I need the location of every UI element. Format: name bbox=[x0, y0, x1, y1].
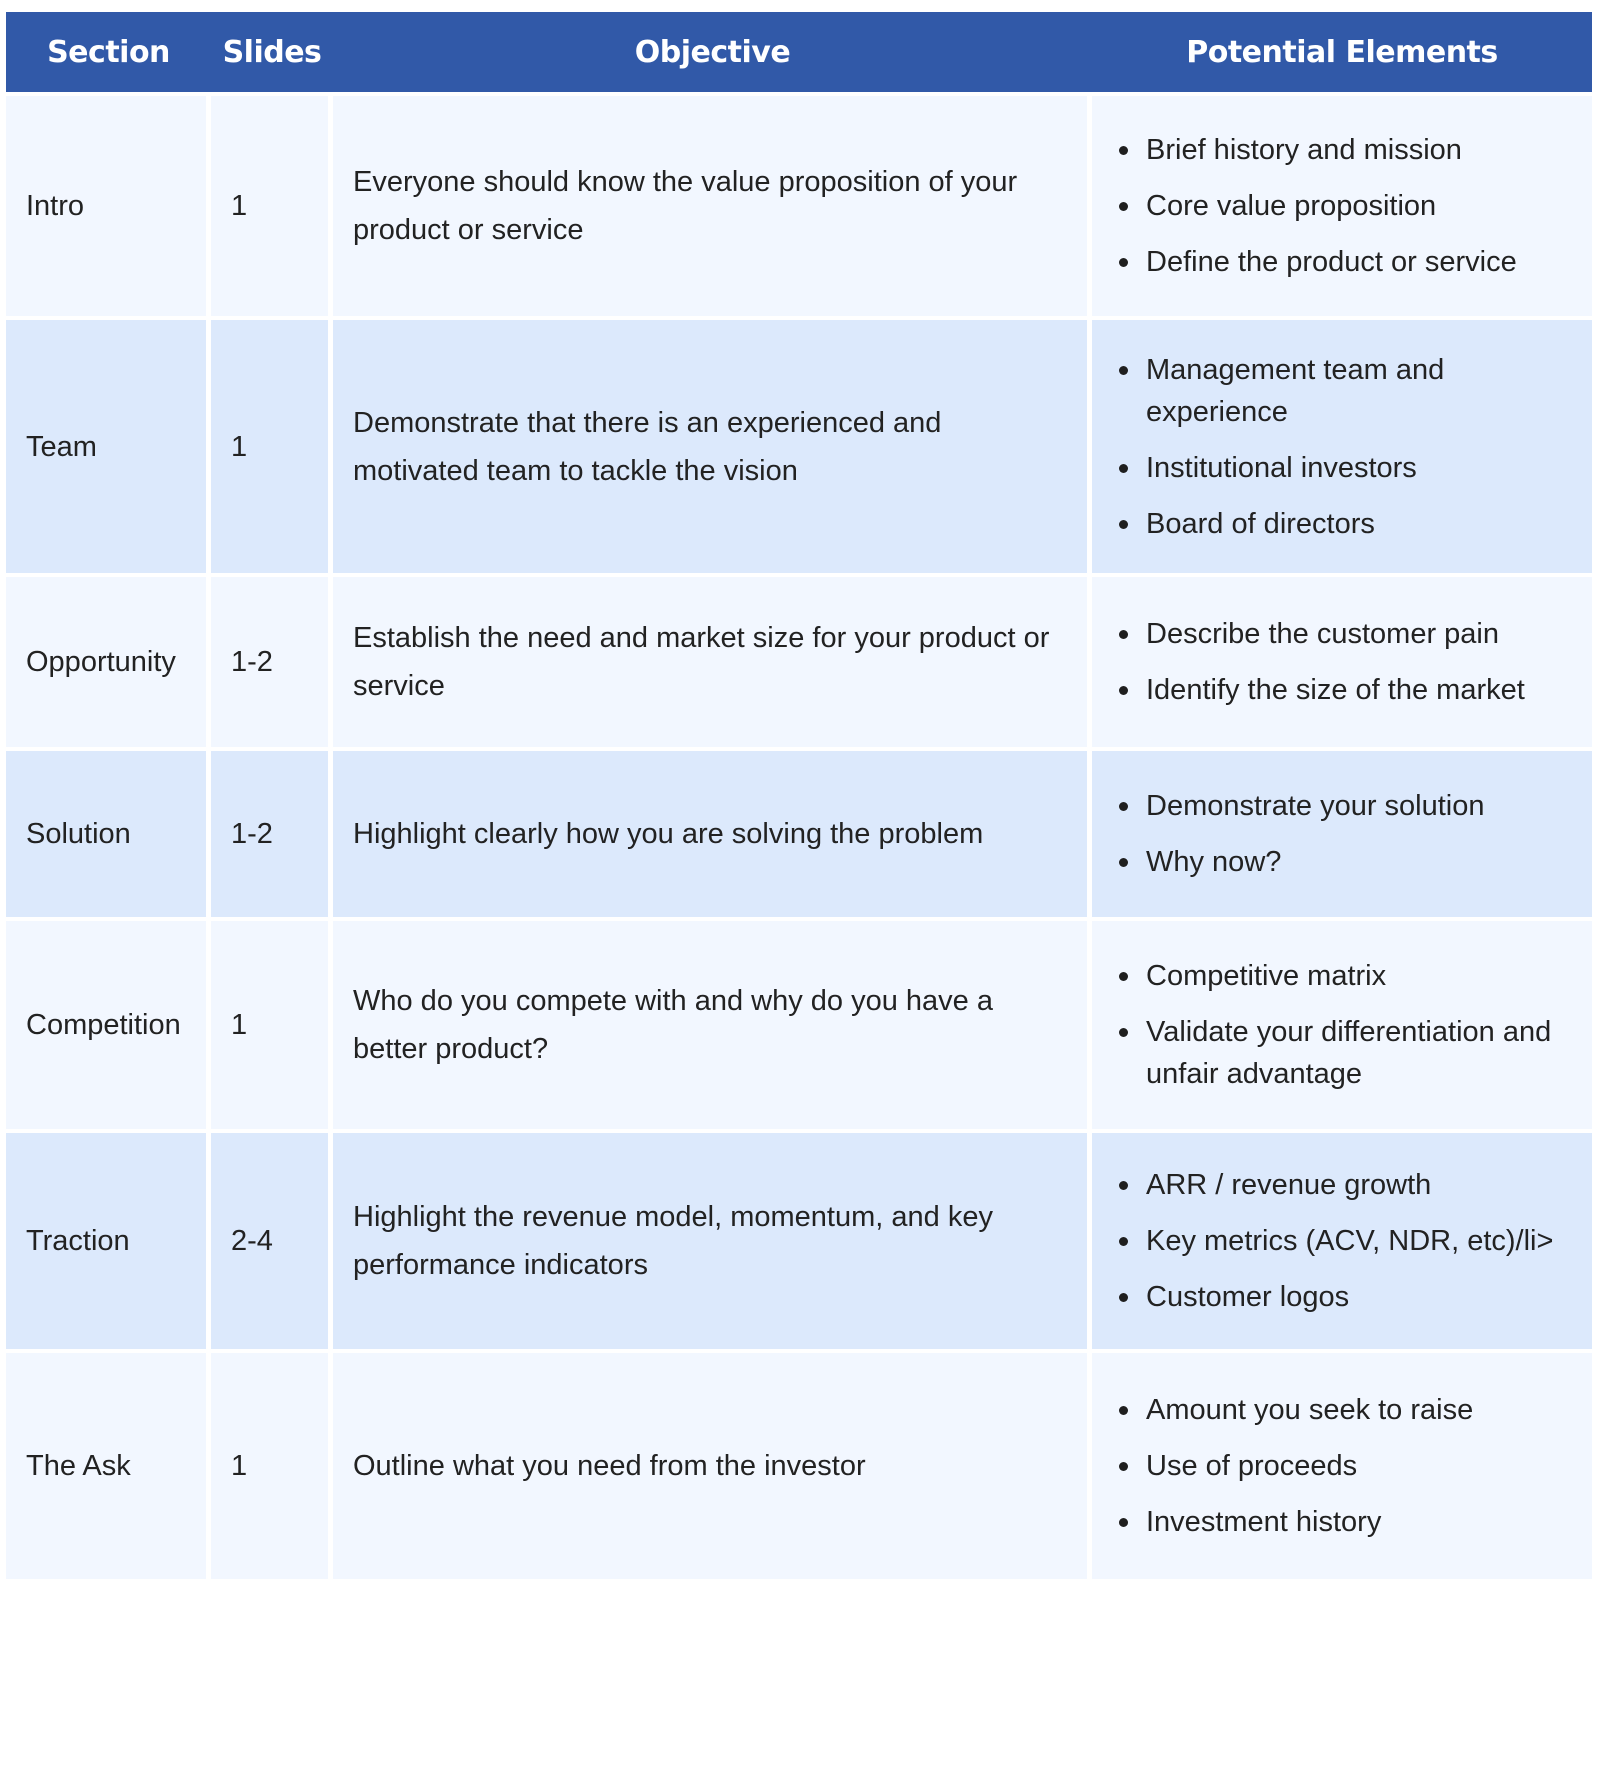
table-row bbox=[6, 1129, 1592, 1349]
cell-objective: Establish the need and market size for your product or service bbox=[333, 573, 1092, 747]
cell-potential-elements bbox=[1092, 92, 1592, 316]
list-item: Define the product or service bbox=[1146, 241, 1572, 283]
elements-list bbox=[1112, 785, 1572, 883]
cell-section: Opportunity bbox=[6, 573, 211, 747]
cell-section: The Ask bbox=[6, 1349, 211, 1579]
table-row bbox=[6, 316, 1592, 573]
list-item: Competitive matrix bbox=[1146, 955, 1572, 997]
elements-list bbox=[1112, 955, 1572, 1095]
cell-slides: 1-2 bbox=[211, 747, 333, 917]
cell-slides: 2-4 bbox=[211, 1129, 333, 1349]
elements-list bbox=[1112, 349, 1572, 545]
cell-potential-elements bbox=[1092, 1349, 1592, 1579]
list-item: Use of proceeds bbox=[1146, 1445, 1572, 1487]
cell-potential-elements bbox=[1092, 316, 1592, 573]
list-item: Institutional investors bbox=[1146, 447, 1572, 489]
list-item: Investment history bbox=[1146, 1501, 1572, 1543]
header-potential-elements: Potential Elements bbox=[1092, 12, 1592, 92]
cell-section: Intro bbox=[6, 92, 211, 316]
header-objective: Objective bbox=[333, 12, 1092, 92]
elements-list bbox=[1112, 1164, 1572, 1318]
pitch-deck-table bbox=[6, 12, 1592, 1579]
cell-slides: 1 bbox=[211, 316, 333, 573]
elements-list bbox=[1112, 1389, 1572, 1543]
pitch-deck-table-container bbox=[6, 12, 1592, 1579]
table-row bbox=[6, 92, 1592, 316]
cell-slides: 1 bbox=[211, 92, 333, 316]
table-header bbox=[6, 12, 1592, 92]
cell-section: Traction bbox=[6, 1129, 211, 1349]
elements-list bbox=[1112, 613, 1572, 711]
cell-potential-elements bbox=[1092, 747, 1592, 917]
header-slides: Slides bbox=[211, 12, 333, 92]
list-item: Amount you seek to raise bbox=[1146, 1389, 1572, 1431]
cell-objective: Who do you compete with and why do you have a better product? bbox=[333, 917, 1092, 1129]
table-row bbox=[6, 1349, 1592, 1579]
list-item: Demonstrate your solution bbox=[1146, 785, 1572, 827]
cell-section: Competition bbox=[6, 917, 211, 1129]
header-section: Section bbox=[6, 12, 211, 92]
list-item: Brief history and mission bbox=[1146, 129, 1572, 171]
list-item: Validate your differentiation and unfair advantage bbox=[1146, 1011, 1572, 1095]
list-item: Identify the size of the market bbox=[1146, 669, 1572, 711]
cell-objective: Outline what you need from the investor bbox=[333, 1349, 1092, 1579]
table-row bbox=[6, 573, 1592, 747]
cell-potential-elements bbox=[1092, 917, 1592, 1129]
table-body bbox=[6, 92, 1592, 1579]
cell-potential-elements bbox=[1092, 573, 1592, 747]
cell-potential-elements bbox=[1092, 1129, 1592, 1349]
list-item: Core value proposition bbox=[1146, 185, 1572, 227]
elements-list bbox=[1112, 129, 1572, 283]
list-item: ARR / revenue growth bbox=[1146, 1164, 1572, 1206]
list-item: Why now? bbox=[1146, 841, 1572, 883]
list-item: Board of directors bbox=[1146, 503, 1572, 545]
cell-objective: Highlight the revenue model, momentum, and key performance indicators bbox=[333, 1129, 1092, 1349]
cell-slides: 1 bbox=[211, 1349, 333, 1579]
cell-objective: Everyone should know the value proposition of your product or service bbox=[333, 92, 1092, 316]
cell-section: Team bbox=[6, 316, 211, 573]
list-item: Customer logos bbox=[1146, 1276, 1572, 1318]
cell-section: Solution bbox=[6, 747, 211, 917]
cell-slides: 1 bbox=[211, 917, 333, 1129]
list-item: Describe the customer pain bbox=[1146, 613, 1572, 655]
list-item: Management team and experience bbox=[1146, 349, 1572, 433]
table-row bbox=[6, 747, 1592, 917]
cell-objective: Highlight clearly how you are solving the problem bbox=[333, 747, 1092, 917]
cell-slides: 1-2 bbox=[211, 573, 333, 747]
header-row bbox=[6, 12, 1592, 92]
table-row bbox=[6, 917, 1592, 1129]
list-item: Key metrics (ACV, NDR, etc)/li> bbox=[1146, 1220, 1572, 1262]
cell-objective: Demonstrate that there is an experienced and motivated team to tackle the vision bbox=[333, 316, 1092, 573]
